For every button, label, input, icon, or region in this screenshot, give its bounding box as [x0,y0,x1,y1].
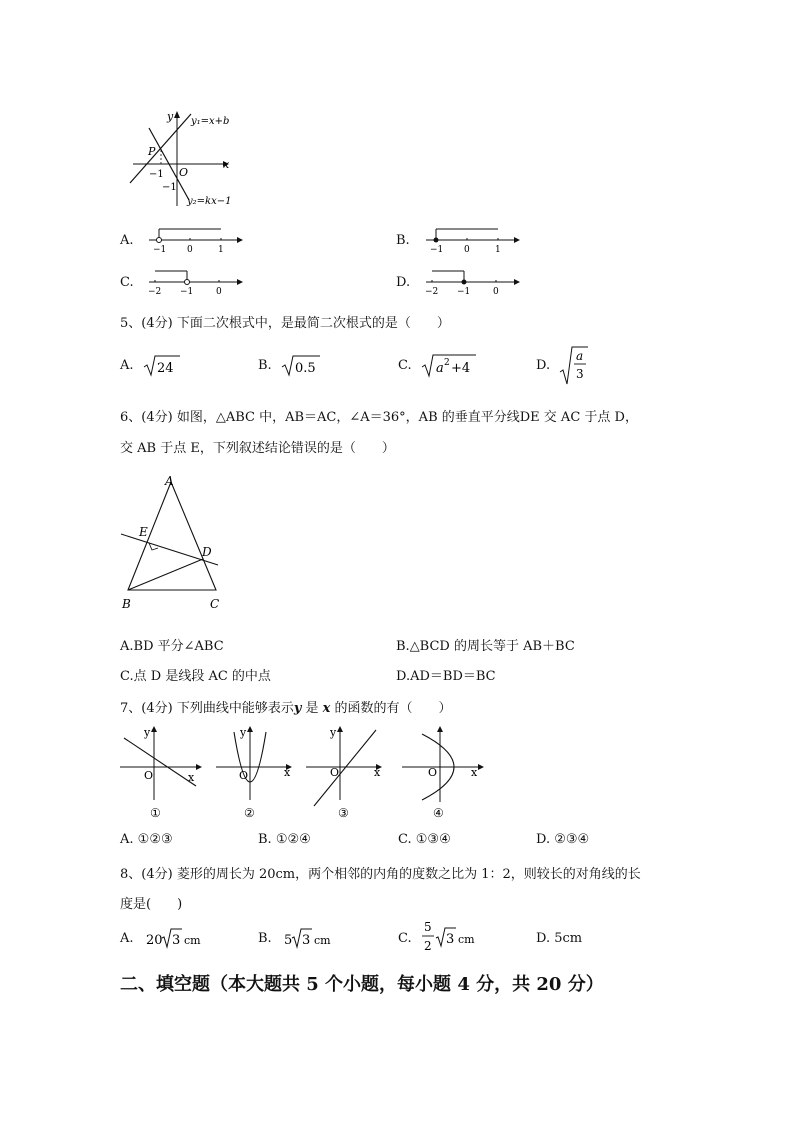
q4-option-b-letter: B. [396,233,410,248]
q4-a-tick-3: 1 [218,245,224,254]
q7-g2-x: x [284,766,291,779]
q5-option-a-radical [142,352,182,378]
q6-d-letter: D. [396,669,411,684]
q7-g1-x: x [188,771,195,784]
q8-b-rad: 3 [302,933,311,948]
q4-option-d-letter: D. [396,275,411,290]
q8-a-coef: 20 [146,933,163,948]
q7-option-a [120,832,173,847]
q7-stem [120,697,452,716]
q8-option-c-expr [420,916,480,958]
q5-d-frac-den: 3 [576,367,584,381]
q8-option-d [536,931,582,946]
q7-g1-o: O [144,769,154,782]
q7-g4-number: ④ [433,806,444,820]
fig6-label-b: B [122,597,131,611]
q8-option-b-letter: B. [258,931,272,946]
q7-c-text: ①③④ [415,832,451,847]
q5-option-d-radical [558,344,592,386]
fig4-o-label: O [179,166,189,179]
fig4-neg1-y: −1 [162,182,177,193]
q5-c-radicand-base: a [436,361,444,376]
q7-g1-y: y [144,726,151,739]
q7-b-letter: B. [258,832,272,847]
q8-a-rad: 3 [172,933,181,948]
q5-a-radicand: 24 [157,361,174,376]
q7-b-text: ①②④ [275,832,311,847]
q4-b-tick-1: −1 [430,245,444,254]
fig4-neg1-x: −1 [149,169,164,180]
q7-stem-x: x [322,701,331,716]
q8-b-unit: cm [314,934,331,947]
q5-stem: 5、(4分) 下面二次根式中，是最简二次根式的是（ ） [120,316,450,331]
q6-stem-line1: 6、(4分) 如图，△ABC 中，AB＝AC，∠A＝36°，AB 的垂直平分线DE 交 AC 于点 D， [120,410,638,425]
q8-option-a-expr [144,925,204,951]
q4-c-tick-3: 0 [216,287,222,296]
q6-stem-line2: 交 AB 于点 E，下列叙述结论错误的是（ ） [120,441,395,456]
q4-a-tick-1: −1 [153,245,167,254]
q4-line-graph [125,108,245,208]
q8-b-coef: 5 [284,933,293,948]
q8-option-c-letter: C. [398,931,412,946]
q7-g3-x: x [374,766,381,779]
q6-option-d [396,665,496,684]
q7-g2-number: ② [244,806,255,820]
q4-b-tick-2: 0 [464,245,470,254]
q7-d-letter: D. [536,832,551,847]
q6-option-a [120,635,224,654]
fig6-label-d: D [202,545,212,559]
q6-option-c [120,665,271,684]
q7-graph-1 [118,724,204,820]
q6-b-letter: B. [396,639,410,654]
q4-option-c-number-line [145,268,245,296]
fig4-line2-label: y₂=kx−1 [187,196,232,207]
q4-c-tick-2: −1 [180,287,194,296]
fig4-p-label: P [148,145,156,158]
q8-c-rad: 3 [446,932,455,947]
q4-option-a-number-line [145,226,245,254]
q5-option-c-radical [420,350,480,378]
q6-a-letter: A. [120,639,134,654]
q6-c-letter: C. [120,669,134,684]
q4-d-tick-3: 0 [493,287,499,296]
q7-g4-x: x [471,766,478,779]
q7-graph-2 [214,724,300,820]
q5-option-d-letter: D. [536,358,551,373]
q4-option-c-letter: C. [120,275,134,290]
q8-stem-line2: 度是( ) [120,897,183,912]
fig4-x-label: x [223,158,230,171]
q7-stem-y: y [293,701,302,716]
q6-c-text: 点 D 是线段 AC 的中点 [133,669,271,684]
q7-g2-y: y [240,726,247,739]
section-2-title: 二、填空题（本大题共 5 个小题，每小题 4 分，共 20 分） [120,974,604,995]
q5-option-b-radical [280,352,322,378]
q7-option-c [398,832,451,847]
q6-option-b [396,635,575,654]
q5-d-frac-num: a [576,349,584,363]
q4-d-tick-2: −1 [457,287,471,296]
q7-c-letter: C. [398,832,412,847]
q5-b-radicand: 0.5 [295,361,316,376]
q7-g3-y: y [330,726,337,739]
q4-option-a-letter: A. [120,233,134,248]
fig6-label-e: E [139,525,148,539]
q7-graph-3 [304,724,390,820]
q8-d-text: 5cm [554,931,583,946]
q4-c-tick-1: −2 [148,287,162,296]
q8-a-unit: cm [184,934,201,947]
q5-option-b-letter: B. [258,358,272,373]
q7-option-d [536,832,589,847]
q7-stem-mid: 是 [301,701,323,716]
q8-d-letter: D. [536,931,551,946]
q6-triangle-figure [116,470,236,616]
q7-stem-pre: 7、(4分) 下列曲线中能够表示 [120,701,294,716]
q7-a-text: ①②③ [137,832,173,847]
q7-a-letter: A. [120,832,134,847]
q4-option-b-number-line [422,226,522,254]
q4-d-tick-1: −2 [425,287,439,296]
q5-c-radicand-rest: +4 [451,361,471,376]
fig6-label-a: A [165,474,174,488]
q7-g2-o: O [239,769,249,782]
q6-d-text: AD＝BD＝BC [410,669,496,684]
q7-d-text: ②③④ [554,832,590,847]
q5-option-c-letter: C. [398,358,412,373]
q5-option-a-letter: A. [120,358,134,373]
q8-c-frac-den: 2 [424,939,432,953]
q7-graph-4 [400,724,490,820]
q8-c-frac-num: 5 [424,920,432,934]
q7-stem-post: 的函数的有（ ） [330,701,452,716]
fig4-y-label: y [167,110,174,123]
q7-option-b [258,832,311,847]
q7-g4-o: O [428,766,438,779]
q4-a-tick-2: 0 [187,245,193,254]
fig6-label-c: C [210,597,220,611]
q7-g3-o: O [330,766,340,779]
q6-a-text: BD 平分∠ABC [133,639,224,654]
q8-stem-line1: 8、(4分) 菱形的周长为 20cm，两个相邻的内角的度数之比为 1：2，则较长的对角线的长 [120,867,641,882]
q8-option-b-expr [282,925,338,951]
q7-g3-number: ③ [338,806,349,820]
q8-option-a-letter: A. [120,931,134,946]
fig4-line1-label: y₁=x+b [191,116,230,127]
q4-option-d-number-line [422,268,522,296]
q4-b-tick-3: 1 [495,245,501,254]
q7-g1-number: ① [150,806,161,820]
q8-c-unit: cm [458,933,475,946]
q5-c-radicand-exp: 2 [444,358,450,368]
q6-b-text: △BCD 的周长等于 AB＋BC [409,639,575,654]
